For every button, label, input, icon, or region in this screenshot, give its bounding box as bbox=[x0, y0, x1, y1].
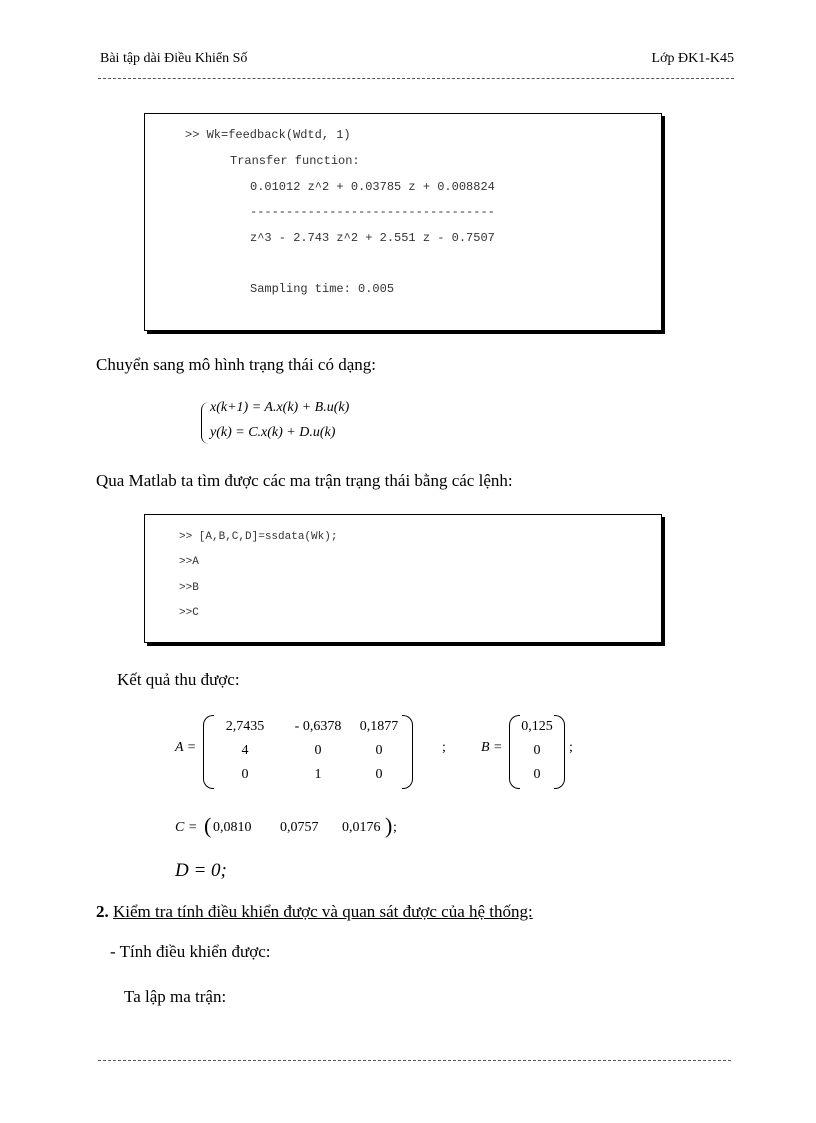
code-line: ---------------------------------- bbox=[250, 205, 495, 219]
trailing-semicolon: ; bbox=[569, 740, 573, 755]
matrix-cell: 0,1877 bbox=[359, 719, 399, 734]
paragraph-matlab: Qua Matlab ta tìm được các ma trận trạng thái bằng các lệnh: bbox=[96, 471, 513, 490]
header-right: Lớp ĐK1-K45 bbox=[651, 51, 734, 66]
matrix-c-value: 0,0757 bbox=[280, 820, 319, 835]
code-line: >>B bbox=[179, 582, 199, 594]
matrix-cell: 0 bbox=[533, 743, 541, 758]
code-block-ssdata bbox=[144, 514, 662, 643]
matrix-cell: 0 bbox=[375, 767, 383, 782]
matrix-b-label: B = bbox=[481, 740, 503, 755]
matrix-c-value: 0,0810 bbox=[213, 820, 252, 835]
matrix-a bbox=[203, 715, 413, 789]
header-divider bbox=[98, 78, 734, 79]
matrix-b bbox=[509, 715, 565, 789]
matrix-c-suffix: ; bbox=[393, 820, 397, 835]
header-left: Bài tập dài Điều Khiển Số bbox=[100, 51, 248, 66]
matrix-cell: 0 bbox=[314, 743, 322, 758]
paragraph-state-model: Chuyển sang mô hình trạng thái có dạng: bbox=[96, 355, 376, 374]
build-matrix-text: Ta lập ma trận: bbox=[124, 987, 227, 1006]
matrix-cell: 0 bbox=[375, 743, 383, 758]
paren-left: ( bbox=[204, 813, 212, 838]
paren-right: ) bbox=[385, 813, 393, 838]
code-line: Sampling time: 0.005 bbox=[250, 282, 395, 296]
matrix-a-label: A = bbox=[175, 740, 197, 755]
code-line: >> Wk=feedback(Wdtd, 1) bbox=[185, 128, 351, 142]
matrix-cell: - 0,6378 bbox=[294, 719, 342, 734]
code-line: z^3 - 2.743 z^2 + 2.551 z - 0.7507 bbox=[250, 231, 495, 245]
code-line: >>A bbox=[179, 556, 199, 568]
code-line: >>C bbox=[179, 607, 199, 619]
matrix-cell: 1 bbox=[314, 767, 322, 782]
footer-divider bbox=[98, 1060, 731, 1061]
result-label: Kết quả thu được: bbox=[117, 670, 240, 689]
matrix-cell: 0,125 bbox=[521, 719, 553, 734]
controllability-item: - Tính điều khiển được: bbox=[110, 942, 271, 961]
code-line: Transfer function: bbox=[230, 154, 360, 168]
matrix-c-label: C = bbox=[175, 820, 198, 835]
matrix-cell: 4 bbox=[241, 743, 249, 758]
matrix-d: D = 0; bbox=[175, 860, 227, 881]
code-line: >> [A,B,C,D]=ssdata(Wk); bbox=[179, 531, 338, 543]
code-block-feedback bbox=[144, 113, 662, 331]
matrix-cell: 2,7435 bbox=[225, 719, 265, 734]
matrix-cell: 0 bbox=[533, 767, 541, 782]
state-equation-2: y(k) = C.x(k) + D.u(k) bbox=[210, 425, 336, 440]
matrix-c-value: 0,0176 bbox=[342, 820, 381, 835]
state-equation-1: x(k+1) = A.x(k) + B.u(k) bbox=[210, 400, 350, 415]
section-title: Kiểm tra tính điều khiển được và quan sát được của hệ thống: bbox=[113, 902, 533, 921]
matrix-bracket-left bbox=[203, 715, 214, 789]
section-2-heading bbox=[96, 902, 533, 922]
section-number: 2. bbox=[96, 902, 109, 921]
code-line: 0.01012 z^2 + 0.03785 z + 0.008824 bbox=[250, 180, 495, 194]
equation-brace bbox=[201, 402, 210, 444]
matrix-separator: ; bbox=[442, 740, 446, 755]
matrix-cell: 0 bbox=[241, 767, 249, 782]
